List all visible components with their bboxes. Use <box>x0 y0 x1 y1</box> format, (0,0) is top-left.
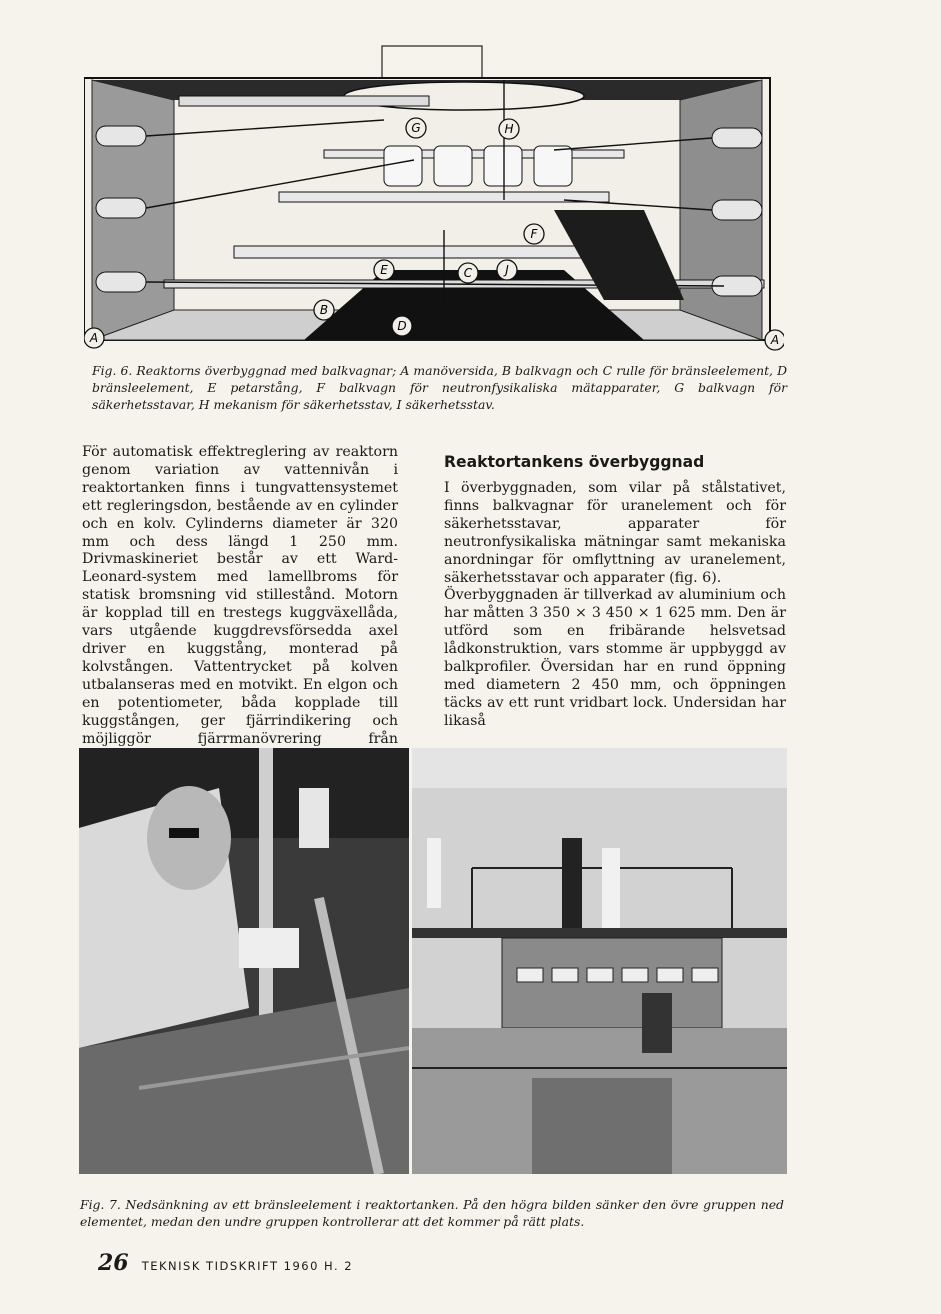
figure-7-right-photo <box>412 748 787 1174</box>
figure-7-caption: Fig. 7. Nedsänkning av ett bränsleelement i reaktortanken. På den högra bilden sänker den övre gruppen ned elementet, medan den undre gruppen kontrollerar att det kommer på rätt plats. <box>80 1197 784 1229</box>
label-a-right: A <box>770 333 780 347</box>
label-j: J <box>505 263 509 277</box>
label-e: E <box>380 263 388 277</box>
right-paragraph-2: Överbyggnaden är tillverkad av aluminium och har måtten 3 350 × 3 450 × 1 625 mm. Den är utförd som en fribärande helsvetsad lådkonstruktion, vars stomme är uppbyggd av balkprofiler. Översidan har en rund öppning med diametern 2 450 mm, och öppningen täcks av ett runt vridbart lock. Undersidan har likaså <box>444 587 786 729</box>
figure-7-left-photo <box>79 748 409 1174</box>
right-column <box>444 480 786 731</box>
label-d: D <box>397 319 407 333</box>
label-c: C <box>463 266 473 280</box>
figure-6-drawing <box>84 40 784 358</box>
label-h: H <box>504 122 514 136</box>
label-a-left: A <box>89 331 99 345</box>
label-b: B <box>319 303 329 317</box>
journal-name: TEKNISK TIDSKRIFT 1960 H. 2 <box>141 1259 354 1273</box>
left-column <box>82 444 398 766</box>
left-column-text: För automatisk effektreglering av reaktorn genom variation av vattennivån i reaktortanken finns i tungvattensystemet ett regleringsdon, bestående av en cylinder och en kolv. Cylinderns diameter är 320 mm och dess längd 1 250 mm. Drivmaskineriet består av ett Ward-Leonard-system med lamellbroms för statisk bromsning vid stillestånd. Motorn är kopplad till en trestegs kuggväxellåda, vars utgående kuggdrevsförsedda axel driver en kuggstång, monterad på kolvstången. Vattentrycket på kolven utbalanseras med en motvikt. En elgon och en potentiometer, båda kopplade till kuggstången, ger fjärrindikering och möjliggör fjärrmanövrering från <box>82 444 398 747</box>
page-number: 26 <box>98 1250 129 1276</box>
page-footer <box>98 1250 353 1276</box>
label-g: G <box>411 121 421 135</box>
label-f: F <box>530 227 538 241</box>
right-paragraph-1: I överbyggnaden, som vilar på stålstativet, finns balkvagnar för uranelement och för säkerhetsstavar, apparater för neutronfysikaliska mätningar samt mekaniska anordningar för omflyttning av uranelement, säkerhetsstavar och apparater (fig. 6). <box>444 480 786 586</box>
section-heading: Reaktortankens överbyggnad <box>444 453 705 471</box>
figure-6-caption: Fig. 6. Reaktorns överbyggnad med balkvagnar; A manöversida, B balkvagn och C rulle för bränsleelement, D bränsleelement, E petarstång, F balkvagn för neutronfysikaliska mätapparater, G balkvagn för säkerhetsstavar, H mekanism för säkerhetsstav, I säkerhetsstav. <box>92 363 787 412</box>
